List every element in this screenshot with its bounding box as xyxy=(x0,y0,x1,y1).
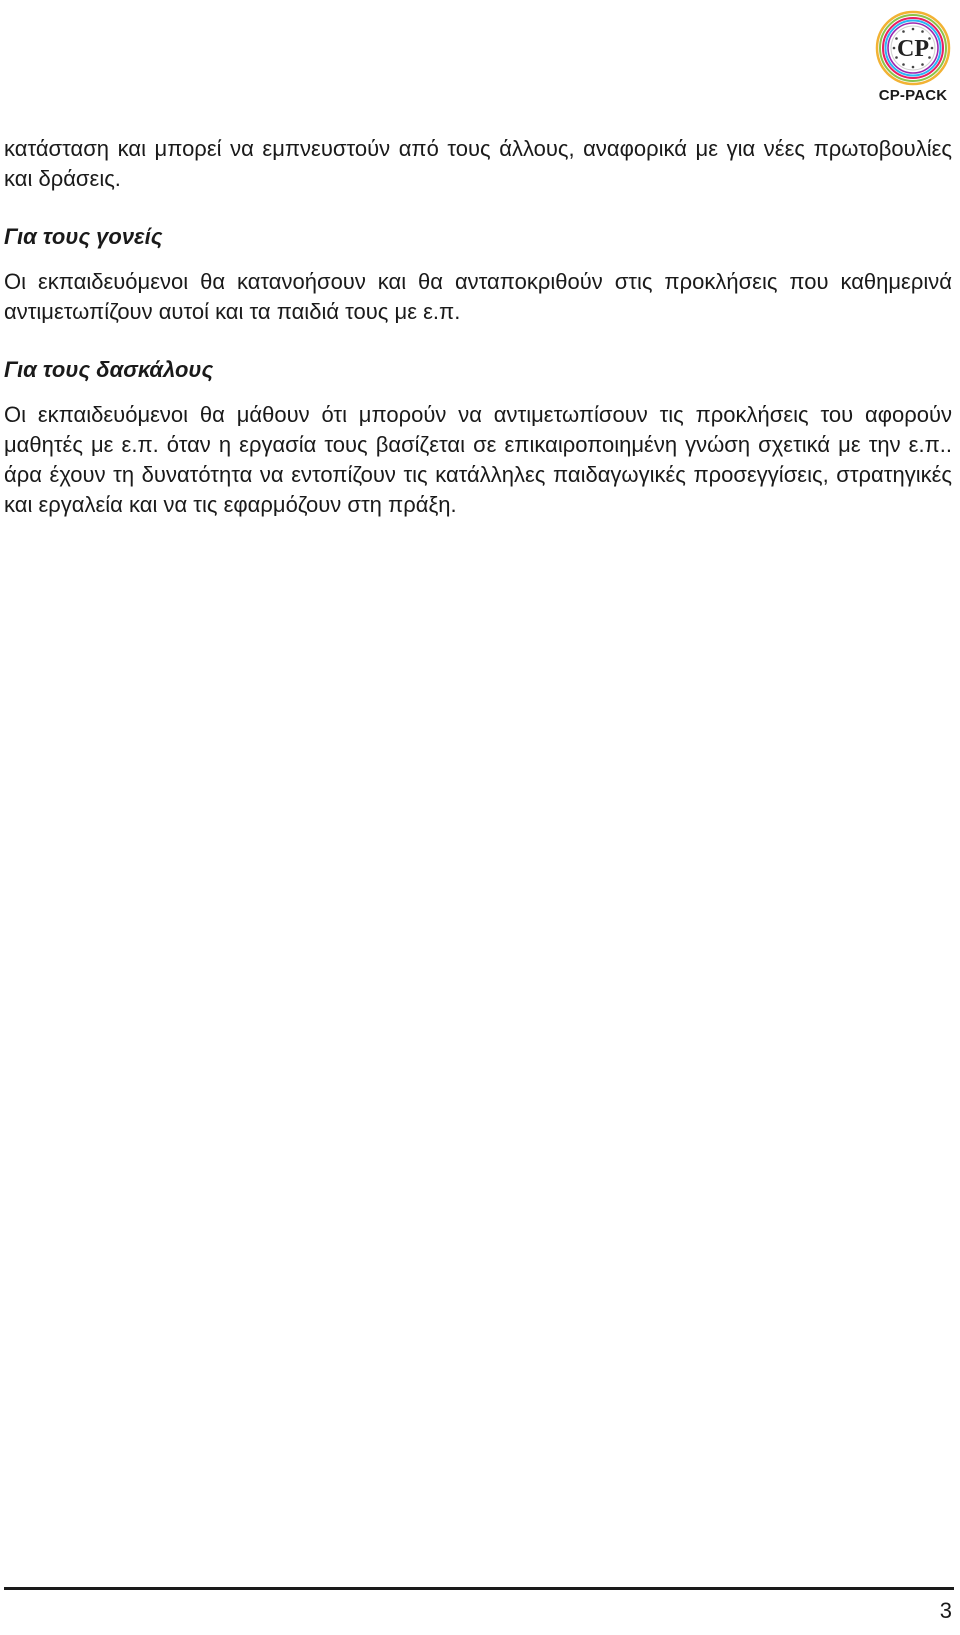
page-number: 3 xyxy=(939,1598,952,1623)
footer-divider xyxy=(4,1587,954,1590)
logo-rings-icon xyxy=(872,8,954,88)
logo-wordmark: CP-PACK xyxy=(878,87,948,104)
svg-text:CP: CP xyxy=(897,36,929,62)
cp-pack-logo xyxy=(872,8,954,108)
document-body xyxy=(4,134,952,520)
continuation-paragraph: κατάσταση και μπορεί να εμπνευστούν από τους άλλους, αναφορικά με για νέες πρωτοβουλίες και δράσεις. xyxy=(4,136,952,191)
paragraph-parents: Οι εκπαιδευόμενοι θα κατανοήσουν και θα ανταποκριθούν στις προκλήσεις που καθημερινά αντιμετωπίζουν αυτοί και τα παιδιά τους με ε.π. xyxy=(4,269,952,324)
heading-parents: Για τους γονείς xyxy=(4,224,163,249)
heading-teachers: Για τους δασκάλους xyxy=(4,357,214,382)
paragraph-teachers: Οι εκπαιδευόμενοι θα μάθουν ότι μπορούν να αντιμετωπίσουν τις προκλήσεις του αφορούν μαθητές με ε.π. όταν η εργασία τους βασίζεται σε επικαιροποιημένη γνώση σχετικά με την ε.π.. άρα έχουν τη δυνατότητα να εντοπίζουν τις κατάλληλες παιδαγωγικές προσεγγίσεις, στρατηγικές και εργαλεία και να τις εφαρμόζουν στη πράξη. xyxy=(4,402,952,517)
